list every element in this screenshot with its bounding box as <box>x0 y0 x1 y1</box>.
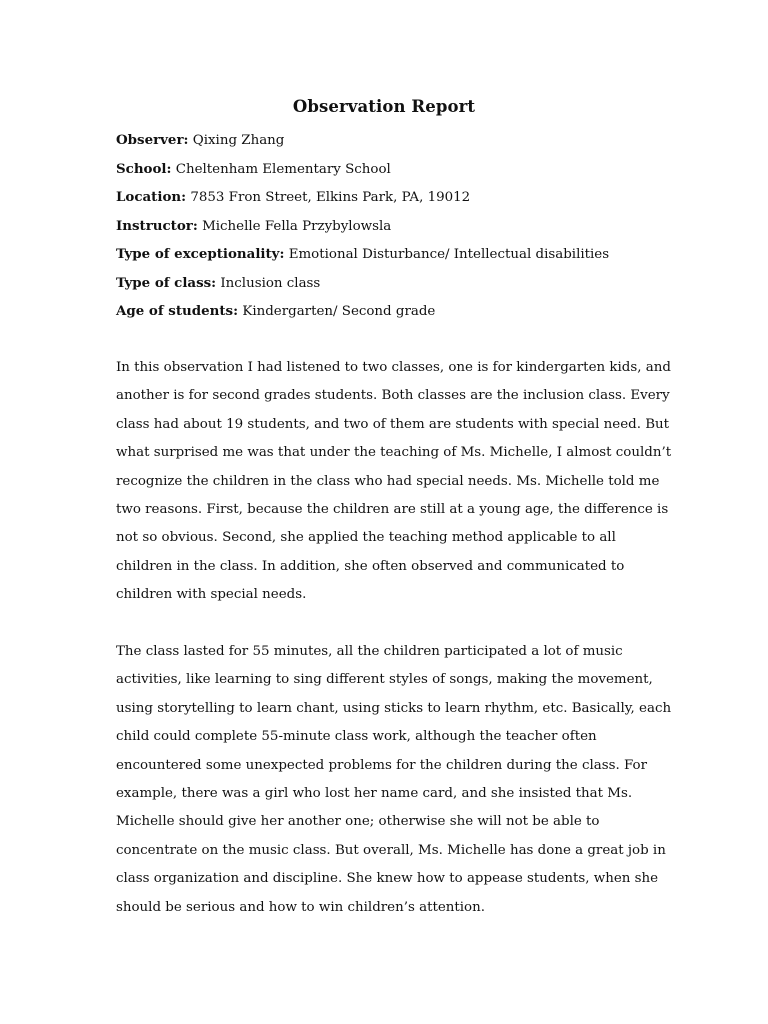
paragraph-line: children with special needs. <box>116 587 307 603</box>
school-value: Cheltenham Elementary School <box>175 161 391 177</box>
instructor-row <box>116 215 656 244</box>
paragraph-line: children in the class. In addition, she often observed and communicated to <box>116 558 625 574</box>
student-age-label: Age of students: <box>116 303 239 319</box>
school-row <box>116 158 656 187</box>
observer-label: Observer: <box>116 132 189 148</box>
paragraph-line: encountered some unexpected problems for the children during the class. For <box>116 757 648 773</box>
school-label: School: <box>116 160 172 177</box>
paragraph-line: concentrate on the music class. But overall, Ms. Michelle has done a great job in <box>116 842 666 858</box>
student-age-row <box>116 300 656 329</box>
exceptionality-label: Type of exceptionality: <box>116 246 285 262</box>
paragraph-line: using storytelling to learn chant, using sticks to learn rhythm, etc. Basically, each <box>116 700 672 716</box>
exceptionality-value: Emotional Disturbance/ Intellectual disabilities <box>288 247 610 262</box>
paragraph-line: Michelle should give her another one; otherwise she will not be able to <box>116 814 600 830</box>
paragraph-line: what surprised me was that under the teaching of Ms. Michelle, I almost couldn’t <box>116 445 672 461</box>
paragraph-line: activities, like learning to sing different styles of songs, making the movement, <box>116 672 653 688</box>
paragraph-line: In this observation I had listened to two classes, one is for kindergarten kids, and <box>116 360 671 375</box>
paragraph-line: should be serious and how to win children’s attention. <box>116 899 486 915</box>
report-title: Observation Report <box>292 97 476 116</box>
paragraph-line: child could complete 55-minute class work, although the teacher often <box>116 729 597 745</box>
paragraph-2 <box>116 638 672 922</box>
location-label: Location: <box>116 189 187 205</box>
student-age-value: Kindergarten/ Second grade <box>242 304 436 319</box>
paragraph-line: not so obvious. Second, she applied the teaching method applicable to all <box>116 530 616 546</box>
instructor-value: Michelle Fella Przybylowsla <box>202 218 392 234</box>
paragraph-line: recognize the children in the class who had special needs. Ms. Michelle told me <box>116 473 660 489</box>
location-row <box>116 186 656 215</box>
paragraph-line: class organization and discipline. She knew how to appease students, when she <box>116 871 659 887</box>
paragraph-1 <box>116 354 672 610</box>
paragraph-line: class had about 19 students, and two of them are students with special need. But <box>116 416 670 432</box>
paragraph-line: The class lasted for 55 minutes, all the children participated a lot of music <box>116 644 623 659</box>
report-metadata <box>116 129 656 329</box>
location-value: 7853 Fron Street, Elkins Park, PA, 19012 <box>190 190 471 205</box>
paragraph-line: another is for second grades students. Both classes are the inclusion class. Every <box>116 388 670 404</box>
paragraph-line: two reasons. First, because the children are still at a young age, the difference is <box>116 502 669 518</box>
paragraph-line: example, there was a girl who lost her name card, and she insisted that Ms. <box>116 786 633 802</box>
class-type-row <box>116 272 656 301</box>
instructor-label: Instructor: <box>116 217 198 234</box>
observer-value: Qixing Zhang <box>192 133 285 148</box>
observer-row <box>116 129 656 158</box>
class-type-label: Type of class: <box>116 274 217 291</box>
class-type-value: Inclusion class <box>220 275 321 291</box>
exceptionality-row <box>116 243 656 272</box>
